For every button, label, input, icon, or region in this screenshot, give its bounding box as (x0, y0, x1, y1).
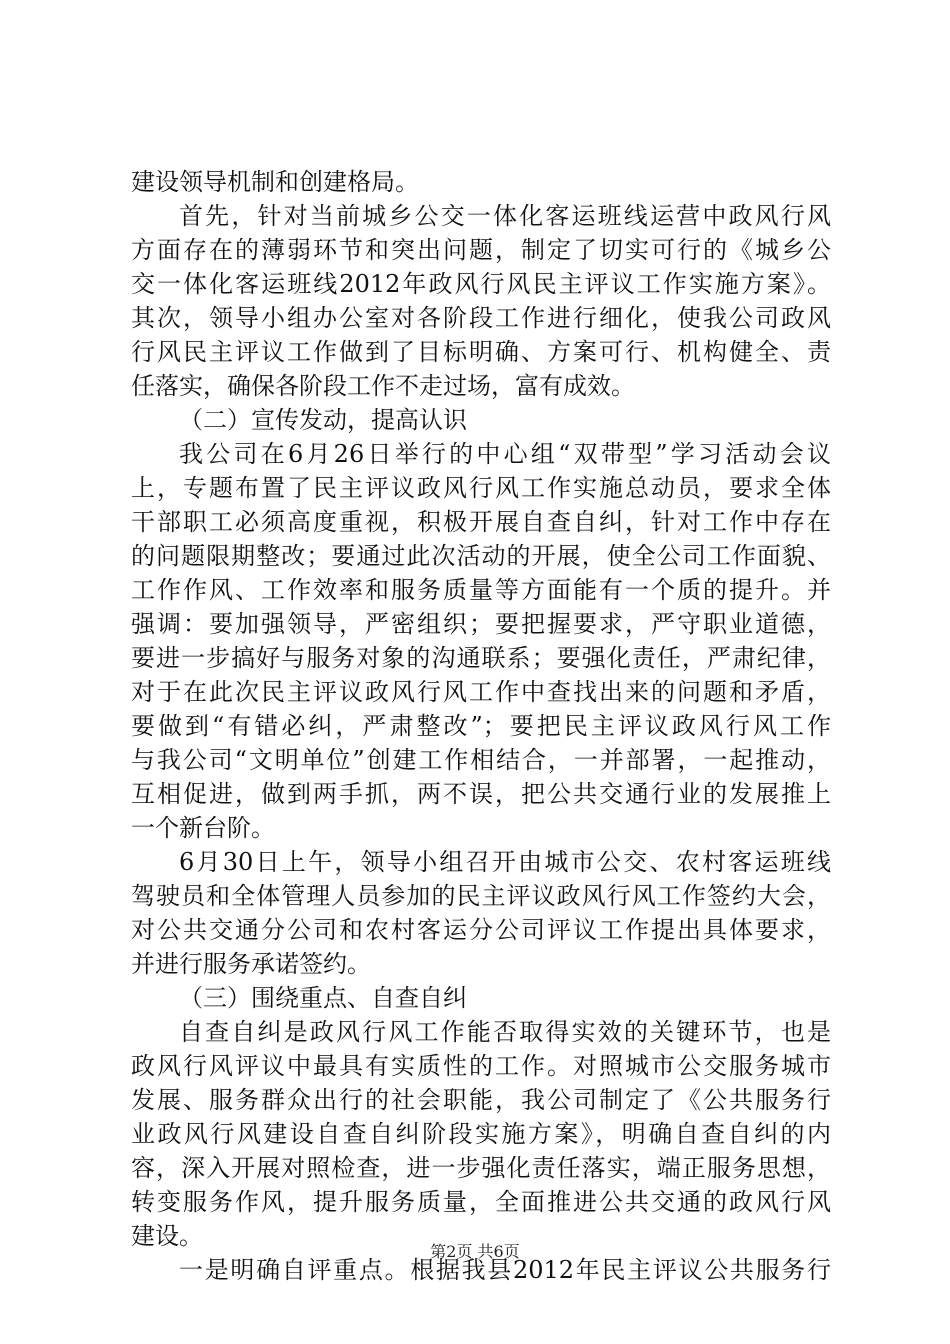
text-line: 其次，领导小组办公室对各阶段工作进行细化，使我公司政风 (131, 304, 831, 332)
text-line: 驾驶员和全体管理人员参加的民主评议政风行风工作签约大会， (131, 882, 831, 910)
text-line: 建设领导机制和创建格局。 (131, 168, 419, 196)
text-line: 容，深入开展对照检查，进一步强化责任落实，端正服务思想， (131, 1154, 831, 1182)
text-line: 并进行服务承诺签约。 (131, 950, 371, 978)
text-line: 互相促进，做到两手抓，两不误，把公共交通行业的发展推上 (131, 780, 831, 808)
document-body (131, 165, 831, 1287)
text-line: 我公司在6月26日举行的中心组“双带型”学习活动会议 (179, 440, 831, 468)
text-line: 政风行风评议中最具有实质性的工作。对照城市公交服务城市 (131, 1052, 831, 1080)
text-line: 业政风行风建设自查自纠阶段实施方案》，明确自查自纠的内 (131, 1120, 831, 1148)
text-line: 任落实，确保各阶段工作不走过场，富有成效。 (131, 372, 635, 400)
text-line: 工作作风、工作效率和服务质量等方面能有一个质的提升。并 (131, 576, 831, 604)
text-line: 对于在此次民主评议政风行风工作中查找出来的问题和矛盾， (131, 678, 831, 706)
text-line: 发展、服务群众出行的社会职能，我公司制定了《公共服务行 (131, 1086, 831, 1114)
page-number-footer: 第2页 共6页 (430, 1242, 520, 1261)
text-line: 行风民主评议工作做到了目标明确、方案可行、机构健全、责 (131, 338, 831, 366)
text-line: 要进一步搞好与服务对象的沟通联系；要强化责任，严肃纪律， (131, 644, 831, 672)
text-line: 建设。 (131, 1222, 203, 1250)
text-line: 转变服务作风，提升服务质量，全面推进公共交通的政风行风 (131, 1188, 831, 1216)
text-line: 交一体化客运班线2012年政风行风民主评议工作实施方案》。 (131, 270, 831, 298)
text-line: 首先，针对当前城乡公交一体化客运班线运营中政风行风 (179, 202, 831, 230)
text-line: 干部职工必须高度重视，积极开展自查自纠，针对工作中存在 (131, 508, 831, 536)
text-line: 要做到“有错必纠，严肃整改”；要把民主评议政风行风工作 (131, 712, 831, 740)
section-heading: （二）宣传发动，提高认识 (179, 406, 467, 434)
text-line: 一是明确自评重点。根据我县2012年民主评议公共服务行 (179, 1256, 831, 1284)
text-line: 一个新台阶。 (131, 814, 275, 842)
text-line: 6月30日上午，领导小组召开由城市公交、农村客运班线 (179, 848, 831, 876)
section-heading: （三）围绕重点、自查自纠 (179, 984, 467, 1012)
text-line: 方面存在的薄弱环节和突出问题，制定了切实可行的《城乡公 (131, 236, 831, 264)
text-line: 对公共交通分公司和农村客运分公司评议工作提出具体要求， (131, 916, 831, 944)
text-line: 上，专题布置了民主评议政风行风工作实施总动员，要求全体 (131, 474, 831, 502)
text-line: 强调：要加强领导，严密组织；要把握要求，严守职业道德， (131, 610, 831, 638)
text-line: 与我公司“文明单位”创建工作相结合，一并部署，一起推动， (131, 746, 831, 774)
text-line: 自查自纠是政风行风工作能否取得实效的关键环节，也是 (179, 1018, 831, 1046)
text-line: 的问题限期整改；要通过此次活动的开展，使全公司工作面貌、 (131, 542, 831, 570)
